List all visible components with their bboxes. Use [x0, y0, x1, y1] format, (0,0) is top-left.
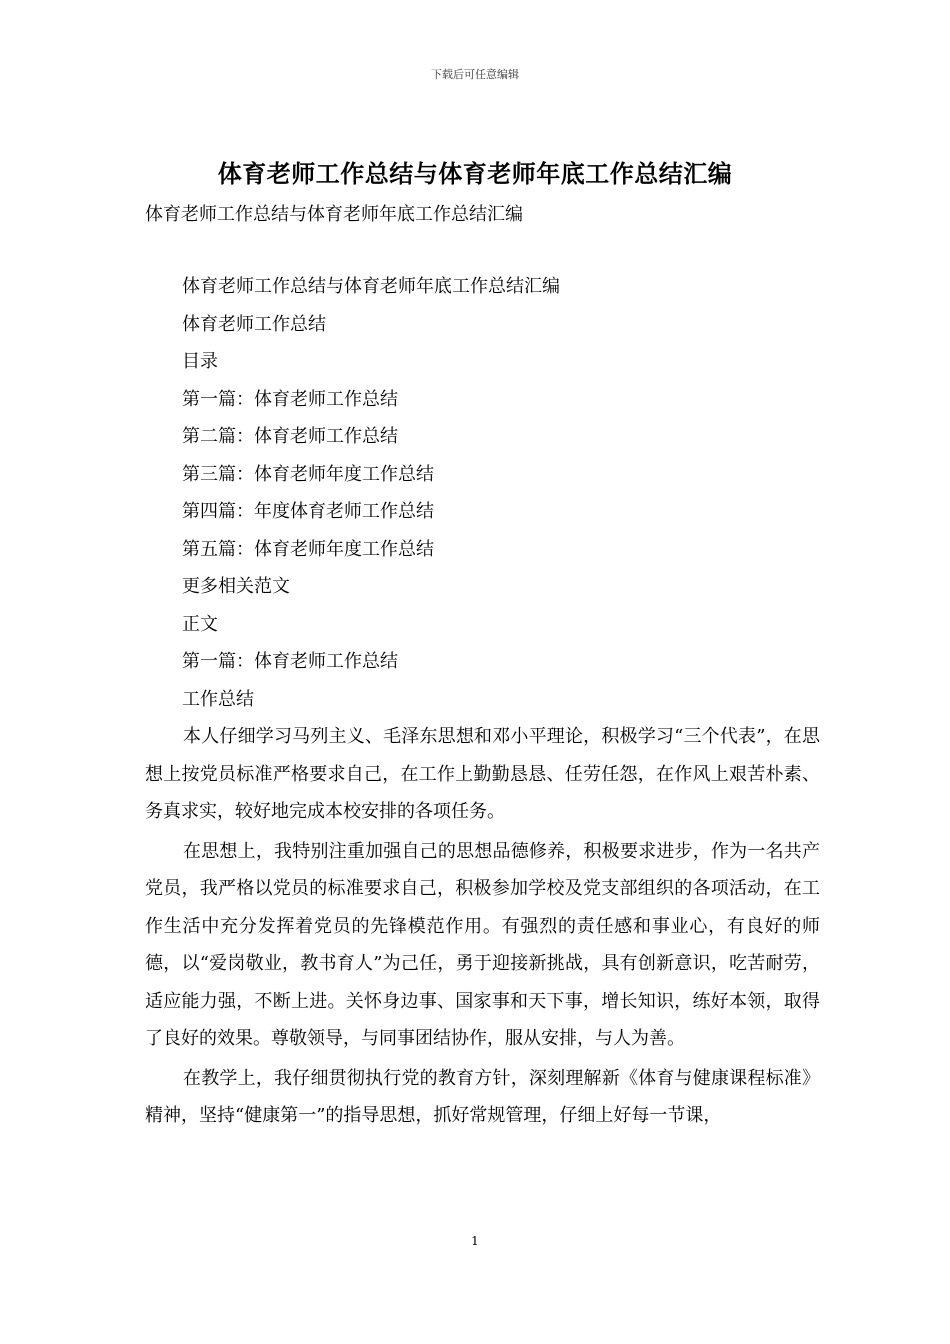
- toc-line: 体育老师工作总结与体育老师年底工作总结汇编: [182, 276, 560, 297]
- paragraph: 本人仔细学习马列主义、毛泽东思想和邓小平理论，积极学习“三个代表”，在思想上按党员标准严格要求自己，在工作上勤勤恳恳、任劳任怨，在作风上艰苦朴素、务真求实，较好地完成本校安排的各项任务。: [145, 726, 820, 822]
- table-of-contents: [182, 272, 560, 722]
- toc-line: 第一篇：体育老师工作总结: [182, 651, 398, 672]
- toc-line: 体育老师工作总结: [182, 313, 326, 335]
- toc-line: 第二篇：体育老师工作总结: [182, 426, 398, 447]
- toc-line: 工作总结: [182, 688, 254, 710]
- toc-line: 目录: [182, 351, 218, 372]
- document-title: 体育老师工作总结与体育老师年底工作总结汇编: [217, 159, 733, 188]
- paragraph: 在思想上，我特别注重加强自己的思想品德修养，积极要求进步，作为一名共产党员，我严格以党员的标准要求自己，积极参加学校及党支部组织的各项活动，在工作生活中充分发挥着党员的先锋模范作用。有强烈的责任感和事业心，有良好的师德，以“爱岗敬业，教书育人”为己任，勇于迎接新挑战，具有创新意识，吃苦耐劳，适应能力强，不断上进。关怀身边事、国家事和天下事，增长知识，练好本领，取得了良好的效果。尊敬领导，与同事团结协作，服从安排，与人为善。: [145, 840, 820, 1049]
- page-number: 1: [471, 1234, 479, 1248]
- document-subtitle: 体育老师工作总结与体育老师年底工作总结汇编: [145, 204, 523, 225]
- toc-line: 第五篇：体育老师年度工作总结: [182, 538, 434, 560]
- toc-line: 第三篇：体育老师年度工作总结: [182, 463, 434, 485]
- body-text: [145, 718, 820, 1137]
- toc-line: 更多相关范文: [182, 576, 290, 597]
- toc-line: 第一篇：体育老师工作总结: [182, 388, 398, 410]
- toc-line: 第四篇：年度体育老师工作总结: [182, 501, 434, 522]
- toc-line: 正文: [182, 613, 218, 635]
- paragraph: 在教学上，我仔细贯彻执行党的教育方针，深刻理解新《体育与健康课程标准》精神，坚持“健康第一”的指导思想，抓好常规管理，仔细上好每一节课，: [145, 1067, 820, 1126]
- page-header: 下载后可任意编辑: [431, 68, 519, 81]
